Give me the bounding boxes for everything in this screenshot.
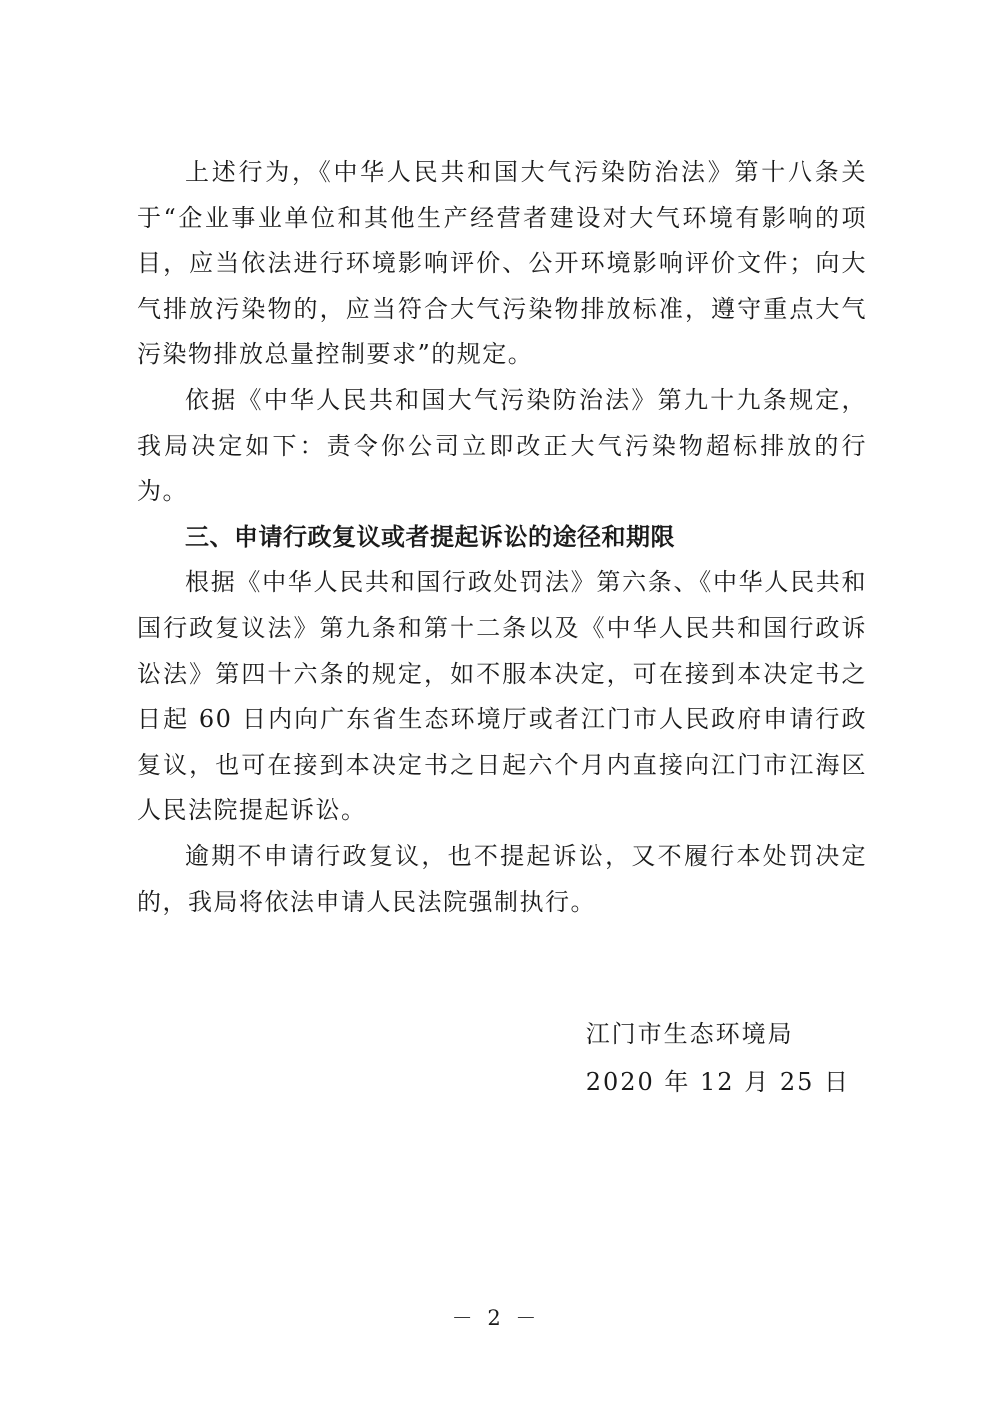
paragraph-appeal-rights: 根据《中华人民共和国行政处罚法》第六条、《中华人民共和国行政复议法》第九条和第十二条以及《中华人民共和国行政诉讼法》第四十六条的规定，如不服本决定，可在接到本决定书之日起 60 日内向广东省生态环境厅或者江门市人民政府申请行政复议，也可在接到本决定书之日起六个月内直接向江门市江海区人民法院提起诉讼。 — [137, 568, 867, 825]
page-number: － 2 － — [451, 1306, 541, 1330]
document-body — [137, 150, 867, 925]
section-heading-appeal: 三、申请行政复议或者提起诉讼的途径和期限 — [185, 522, 675, 551]
paragraph-enforcement: 逾期不申请行政复议，也不提起诉讼，又不履行本处罚决定的，我局将依法申请人民法院强制执行。 — [137, 841, 867, 916]
paragraph-decision: 依据《中华人民共和国大气污染防治法》第九十九条规定，我局决定如下：责令你公司立即改正大气污染物超标排放的行为。 — [137, 385, 867, 506]
issuing-organization: 江门市生态环境局 — [585, 1020, 794, 1048]
paragraph-violation: 上述行为，《中华人民共和国大气污染防治法》第十八条关于“企业事业单位和其他生产经营者建设对大气环境有影响的项目，应当依法进行环境影响评价、公开环境影响评价文件；向大气排放污染物的，应当符合大气污染物排放标准，遵守重点大气污染物排放总量控制要求”的规定。 — [137, 158, 867, 369]
signature-block — [586, 1010, 850, 1106]
issue-date: 2020 年 12 月 25 日 — [585, 1068, 850, 1096]
